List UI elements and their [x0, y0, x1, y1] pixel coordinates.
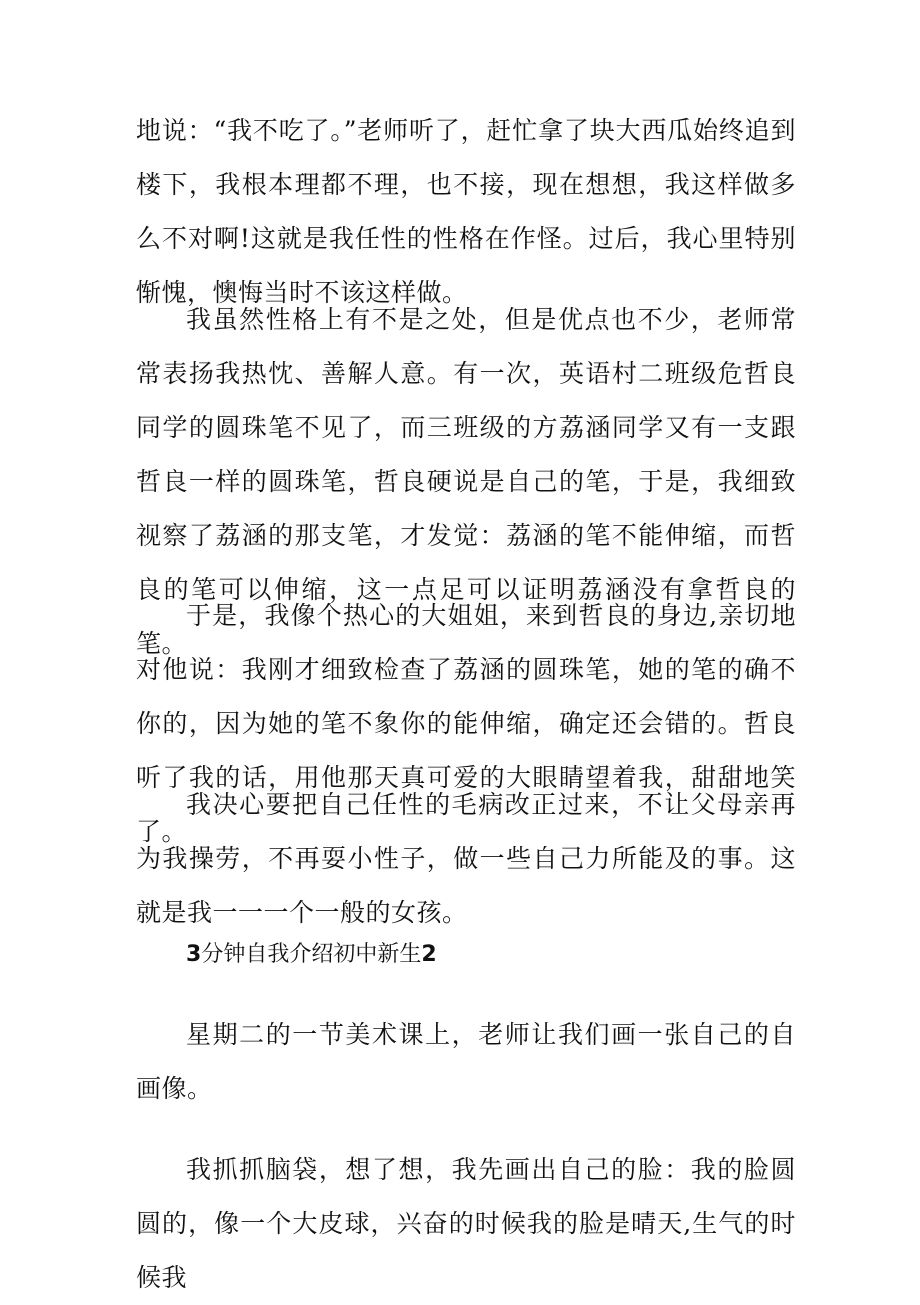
- paragraph-6: 我抓抓脑袋，想了想，我先画出自己的脸：我的脸圆圆的，像一个大皮球，兴奋的时候我的脸是晴天,生气的时候我: [136, 1155, 796, 1292]
- section-heading: [186, 938, 437, 972]
- paragraph-4: 我决心要把自己任性的毛病改正过来，不让父母亲再为我操劳，不再耍小性子，做一些自己力所能及的事。这就是我一一一个一般的女孩。: [136, 790, 796, 927]
- paragraph-2: 我虽然性格上有不是之处，但是优点也不少，老师常常表扬我热忱、善解人意。有一次，英语村二班级危哲良同学的圆珠笔不见了，而三班级的方荔涵同学又有一支跟哲良一样的圆珠笔，哲良硬说是自己的笔，于是，我细致视察了荔涵的那支笔，才发觉：荔涵的笔不能伸缩，而哲良的笔可以伸缩，这一点足可以证明荔涵没有拿哲良的笔。: [136, 305, 796, 658]
- paragraph-3: 于是，我像个热心的大姐姐，来到哲良的身边,亲切地对他说：我刚才细致检查了荔涵的圆珠笔，她的笔的确不你的，因为她的笔不象你的能伸缩，确定还会错的。哲良听了我的话，用他那天真可爱的大眼睛望着我，甜甜地笑了。: [136, 601, 796, 846]
- heading-number-suffix: 2: [421, 942, 437, 967]
- heading-number-prefix: 3: [186, 942, 202, 967]
- heading-text: 分钟自我介绍初中新生: [201, 942, 422, 967]
- paragraph-1: 地说：“我不吃了。”老师听了，赶忙拿了块大西瓜始终追到楼下，我根本理都不理，也不接，现在想想，我这样做多么不对啊!这就是我任性的性格在作怪。过后，我心里特别惭愧，懊悔当时不该这样做。: [136, 116, 796, 307]
- paragraph-5: 星期二的一节美术课上，老师让我们画一张自己的自画像。: [136, 1020, 796, 1103]
